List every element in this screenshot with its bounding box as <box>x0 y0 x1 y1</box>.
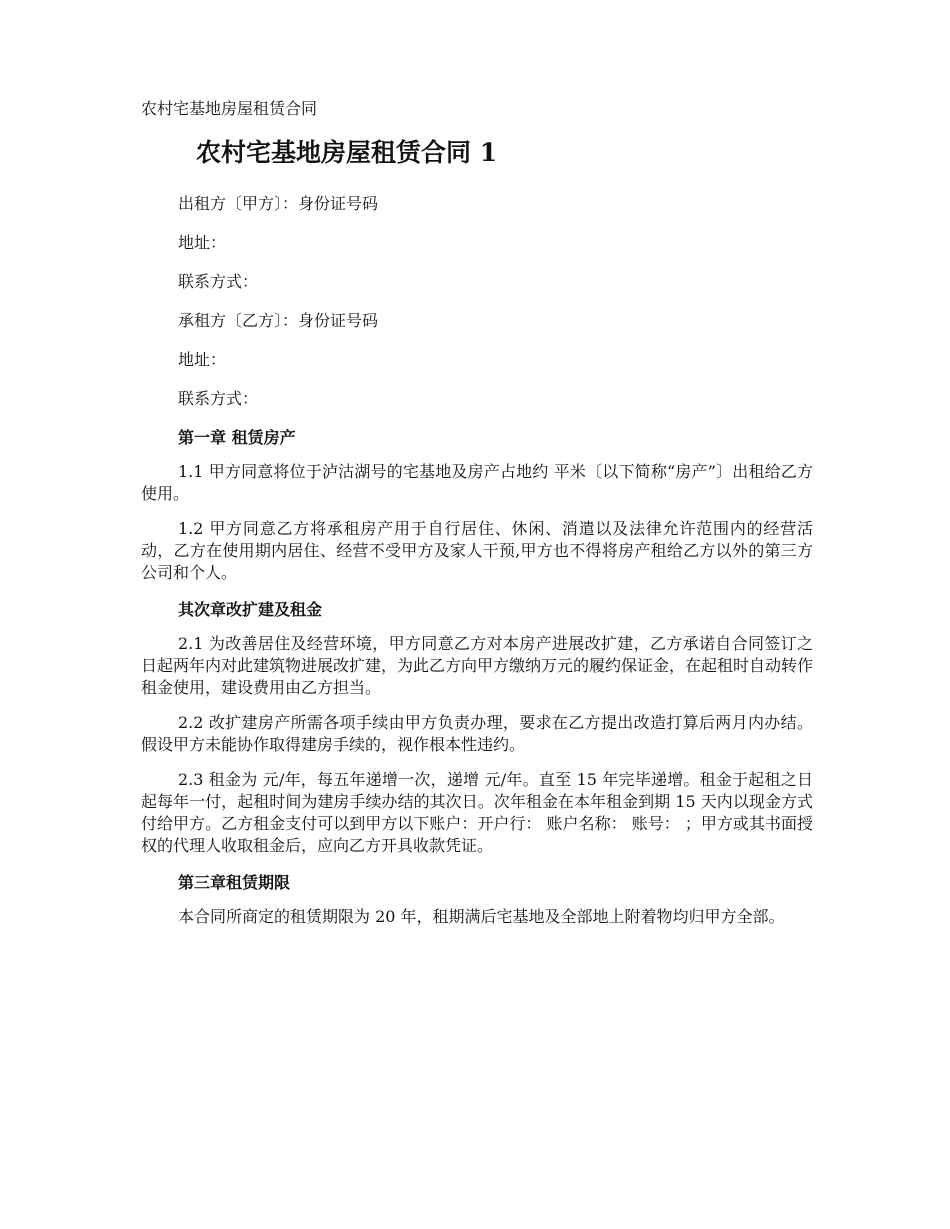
lessor-address-line: 地址： <box>178 233 227 252</box>
clause-1-2: 1.2 甲方同意乙方将承租房产用于自行居住、休闲、消遣以及法律允许范围内的经营活动，乙方在使用期内居住、经营不受甲方及家人干预,甲方也不得将房产租给乙方以外的第三方公司和个人。 <box>141 519 813 582</box>
clause-2-3: 2.3 租金为 元/年，每五年递增一次，递增 元/年。直至 15 年完毕递增。租金于起租之日起每年一付，起租时间为建房手续办结的其次日。次年租金在本年租金到期 15 天内以现金方式付给甲方。乙方租金支付可以到甲方以下账户：开户行： 账户名称： 账号： ；甲方或其书面授权的代理人收取租金后，应向乙方开具收款凭证。 <box>141 770 813 855</box>
document-title: 农村宅基地房屋租赁合同 1 <box>196 138 498 167</box>
lessor-contact-line: 联系方式： <box>178 272 259 291</box>
chapter-1-heading: 第一章 租赁房产 <box>178 428 296 447</box>
lessor-id-line: 出租方〔甲方〕：身份证号码 <box>178 194 379 213</box>
chapter-2-heading: 其次章改扩建及租金 <box>178 600 323 619</box>
lessee-id-line: 承租方〔乙方〕：身份证号码 <box>178 311 379 330</box>
chapter-3-heading: 第三章租赁期限 <box>178 873 291 892</box>
lessee-address-line: 地址： <box>178 350 227 369</box>
lessee-contact-line: 联系方式： <box>178 389 259 408</box>
clause-3-1: 本合同所商定的租赁期限为 20 年，租期满后宅基地及全部地上附着物均归甲方全部。 <box>178 907 785 926</box>
document-body <box>141 191 813 941</box>
clause-1-1: 1.1 甲方同意将位于泸沽湖号的宅基地及房产占地约 平米〔以下简称“房产”〕出租给乙方使用。 <box>141 462 813 503</box>
clause-2-2: 2.2 改扩建房产所需各项手续由甲方负责办理，要求在乙方提出改造打算后两月内办结。假设甲方未能协作取得建房手续的，视作根本性违约。 <box>141 713 813 754</box>
running-header: 农村宅基地房屋租赁合同 <box>141 99 318 118</box>
clause-2-1: 2.1 为改善居住及经营环境，甲方同意乙方对本房产进展改扩建，乙方承诺自合同签订之日起两年内对此建筑物进展改扩建，为此乙方向甲方缴纳万元的履约保证金，在起租时自动转作租金使用，建设费用由乙方担当。 <box>141 634 814 697</box>
